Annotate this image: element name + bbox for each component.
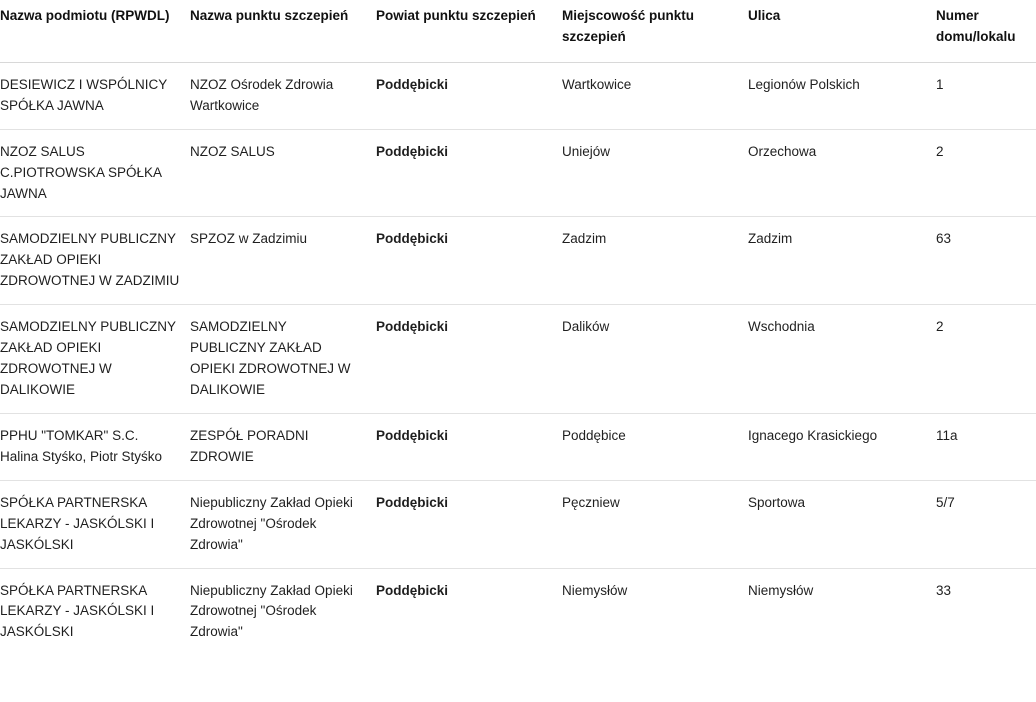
column-header-punkt: Nazwa punktu szczepień [190, 0, 376, 62]
cell-podmiot: NZOZ SALUS C.PIOTROWSKA SPÓŁKA JAWNA [0, 129, 190, 217]
cell-ulica: Legionów Polskich [748, 62, 936, 129]
cell-punkt: SAMODZIELNY PUBLICZNY ZAKŁAD OPIEKI ZDROWOTNEJ W DALIKOWIE [190, 305, 376, 414]
cell-numer: 11a [936, 413, 1036, 480]
cell-numer: 5/7 [936, 480, 1036, 568]
cell-powiat: Poddębicki [376, 582, 449, 598]
cell-podmiot: SPÓŁKA PARTNERSKA LEKARZY - JASKÓLSKI I JASKÓLSKI [0, 480, 190, 568]
cell-podmiot: PPHU "TOMKAR" S.C. Halina Styśko, Piotr Styśko [0, 413, 190, 480]
cell-miejscowosc: Poddębice [562, 413, 748, 480]
cell-numer: 63 [936, 217, 1036, 305]
cell-powiat: Poddębicki [376, 305, 562, 414]
table-row [0, 62, 1036, 129]
cell-powiat: Poddębicki [376, 480, 562, 568]
cell-ulica: Zadzim [748, 217, 936, 305]
cell-punkt: Niepubliczny Zakład Opieki Zdrowotnej "Ośrodek Zdrowia" [190, 582, 353, 640]
cell-ulica: Sportowa [748, 480, 936, 568]
table-body [0, 62, 1036, 655]
cell-ulica: Ignacego Krasickiego [748, 413, 936, 480]
cell-ulica: Niemysłów [748, 582, 814, 598]
cell-miejscowosc: Wartkowice [562, 62, 748, 129]
table-row [0, 217, 1036, 305]
cell-podmiot: SAMODZIELNY PUBLICZNY ZAKŁAD OPIEKI ZDROWOTNEJ W DALIKOWIE [0, 305, 190, 414]
cell-podmiot: SAMODZIELNY PUBLICZNY ZAKŁAD OPIEKI ZDROWOTNEJ W ZADZIMIU [0, 217, 190, 305]
cell-punkt: ZESPÓŁ PORADNI ZDROWIE [190, 413, 376, 480]
cell-ulica: Wschodnia [748, 305, 936, 414]
cell-powiat: Poddębicki [376, 217, 562, 305]
cell-punkt: SPZOZ w Zadzimiu [190, 217, 376, 305]
cell-powiat: Poddębicki [376, 413, 562, 480]
table-header [0, 0, 1036, 62]
cell-miejscowosc: Zadzim [562, 217, 748, 305]
cell-powiat: Poddębicki [376, 62, 562, 129]
cell-numer: 2 [936, 305, 1036, 414]
cell-punkt: Niepubliczny Zakład Opieki Zdrowotnej "Ośrodek Zdrowia" [190, 480, 376, 568]
column-header-miejscowosc: Miejscowość punktu szczepień [562, 0, 748, 62]
table-row [0, 568, 1036, 655]
column-header-ulica: Ulica [748, 0, 936, 62]
table-row [0, 129, 1036, 217]
column-header-powiat: Powiat punktu szczepień [376, 0, 562, 62]
cell-podmiot: DESIEWICZ I WSPÓLNICY SPÓŁKA JAWNA [0, 62, 190, 129]
column-header-numer: Numer domu/lokalu [936, 0, 1036, 62]
table-row [0, 480, 1036, 568]
column-header-podmiot: Nazwa podmiotu (RPWDL) [0, 0, 190, 62]
cell-powiat: Poddębicki [376, 129, 562, 217]
cell-numer: 1 [936, 62, 1036, 129]
cell-punkt: NZOZ SALUS [190, 129, 376, 217]
cell-punkt: NZOZ Ośrodek Zdrowia Wartkowice [190, 62, 376, 129]
cell-miejscowosc: Dalików [562, 305, 748, 414]
table-row [0, 305, 1036, 414]
table-row [0, 413, 1036, 480]
table-header-row [0, 0, 1036, 62]
cell-podmiot: SPÓŁKA PARTNERSKA LEKARZY - JASKÓLSKI I JASKÓLSKI [0, 582, 155, 640]
cell-numer: 33 [936, 582, 952, 598]
cell-miejscowosc: Pęczniew [562, 480, 748, 568]
cell-numer: 2 [936, 129, 1036, 217]
cell-miejscowosc: Niemysłów [562, 582, 628, 598]
cell-ulica: Orzechowa [748, 129, 936, 217]
cell-miejscowosc: Uniejów [562, 129, 748, 217]
